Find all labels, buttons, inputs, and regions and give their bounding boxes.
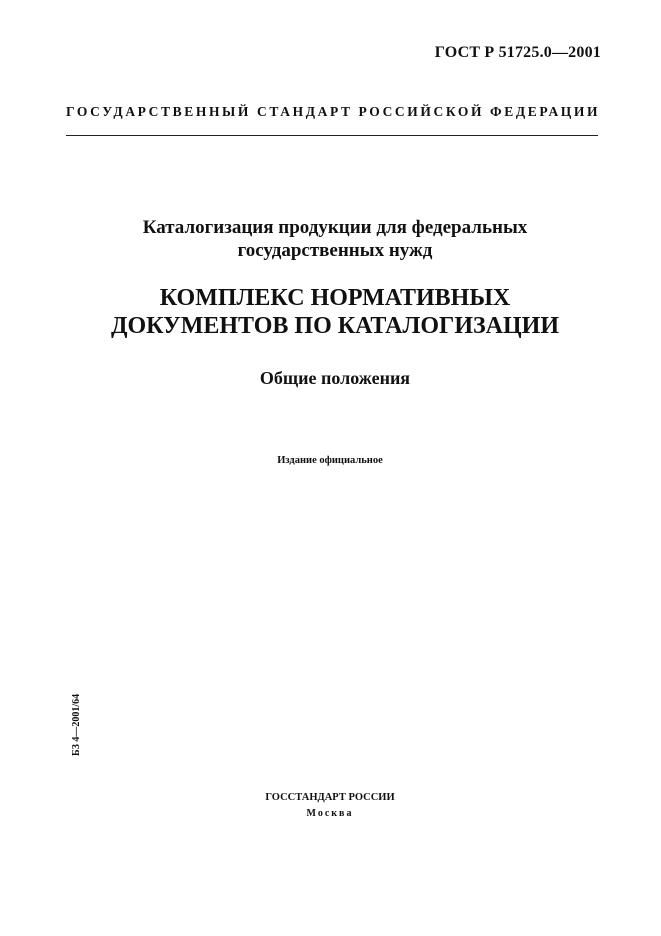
publication-city: Москва — [306, 808, 354, 819]
series-title-line-2: государственных нужд — [237, 240, 433, 261]
subtitle: Общие положения — [259, 368, 411, 388]
header-divider — [66, 135, 598, 136]
main-title — [60, 284, 610, 340]
series-title — [110, 216, 560, 262]
main-title-line-1: КОМПЛЕКС НОРМАТИВНЫХ — [159, 285, 511, 311]
document-number: ГОСТ Р 51725.0—2001 — [434, 44, 601, 61]
publisher: ГОССТАНДАРТ РОССИИ — [265, 792, 395, 803]
main-title-line-2: ДОКУМЕНТОВ ПО КАТАЛОГИЗАЦИИ — [110, 313, 559, 339]
state-standard-heading: ГОСУДАРСТВЕННЫЙ СТАНДАРТ РОССИЙСКОЙ ФЕДЕРАЦИИ — [66, 104, 601, 119]
series-title-line-1: Каталогизация продукции для федеральных — [142, 217, 528, 238]
side-code: БЗ 4—2001/64 — [71, 693, 82, 756]
edition-note: Издание официальное — [277, 455, 383, 466]
